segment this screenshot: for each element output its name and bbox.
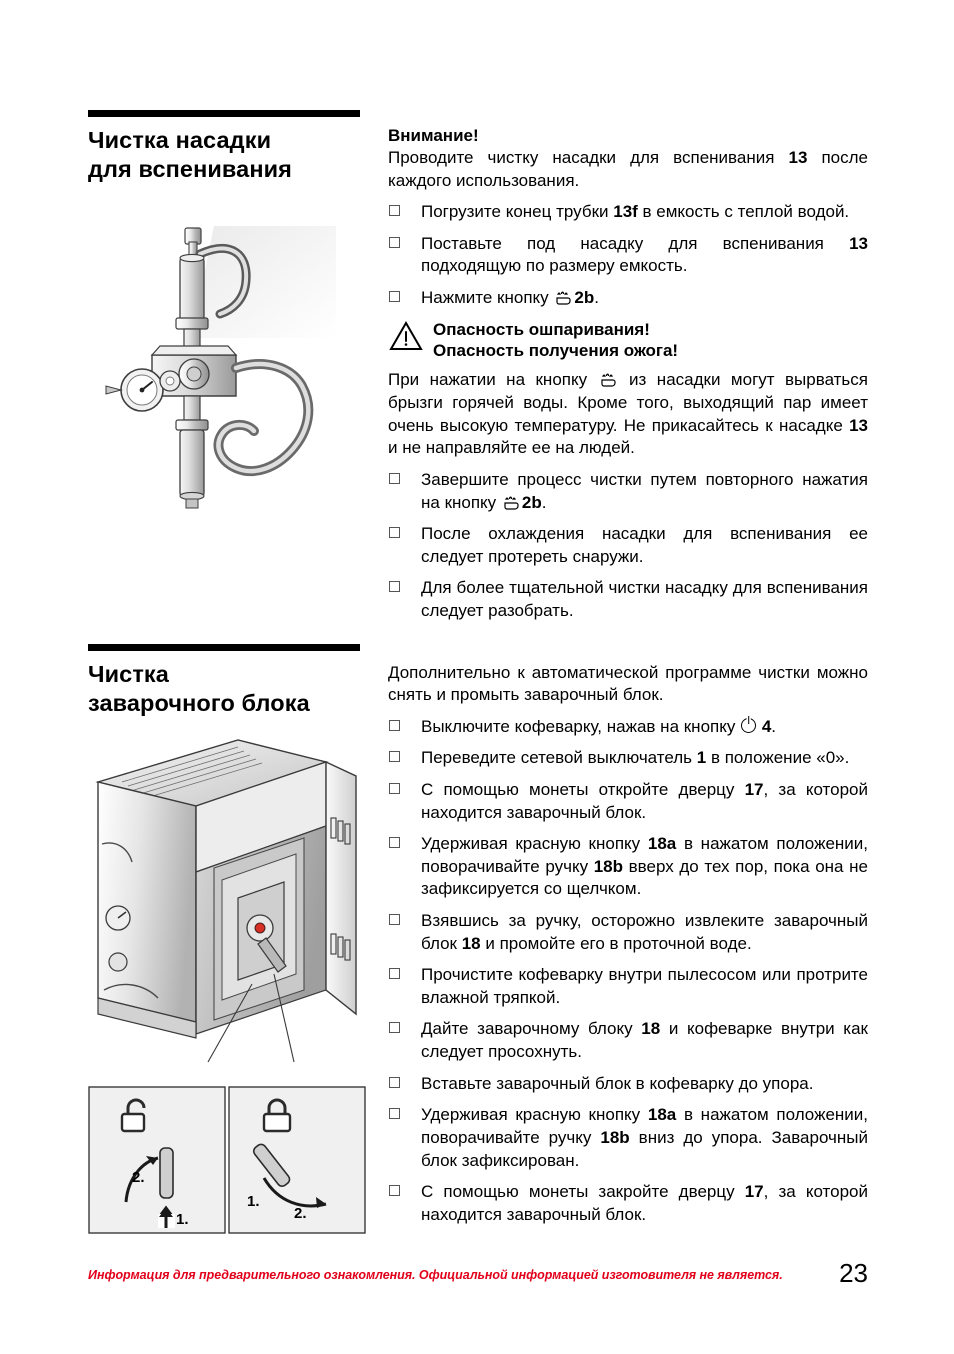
warning-block [388,319,868,362]
section-2-title [88,660,360,717]
list-item: Дайте заварочному блоку 18 и кофеварке внутри как следует просохнуть. [388,1018,868,1063]
section-1-warning-body: При нажатии на кнопку из насадки могут вырваться брызги горячей воды. Кроме того, выходящий пар имеет очень высокую температуру. Не прикасайтесь к насадке 13 и не направляйте ее на людей. [388,370,868,458]
list-item: С помощью монеты откройте дверцу 17, за которой находится заварочный блок. [388,779,868,824]
list-item: С помощью монеты закройте дверцу 17, за которой находится заварочный блок. [388,1181,868,1226]
page-number: 23 [839,1258,868,1288]
list-item: Переведите сетевой выключатель 1 в положение «0». [388,747,868,770]
milk-frother-illustration [96,218,366,528]
checkbox-icon [389,1077,400,1088]
list-item: Погрузите конец трубки 13f в емкость с теплой водой. [388,201,868,224]
list-item: Нажмите кнопку 2b. [388,287,868,310]
section-1-intro: Проводите чистку насадки для вспенивания 13 после каждого использования. [388,148,868,190]
list-item: Прочистите кофеварку внутри пылесосом или протрите влажной тряпкой. [388,964,868,1009]
list-item: Удерживая красную кнопку 18a в нажатом положении, поворачивайте ручку 18b вниз до упора. Заварочный блок зафиксирован. [388,1104,868,1172]
brew-unit-illustration [88,722,366,1082]
checkbox-icon [389,473,400,484]
svg-text:2.: 2. [294,1205,307,1222]
section-1-title [88,126,360,183]
checkbox-icon [389,205,400,216]
checkbox-icon [389,237,400,248]
svg-text:1.: 1. [247,1193,260,1210]
list-item: Завершите процесс чистки путем повторного нажатия на кнопку 2b. [388,469,868,514]
section-2-checklist [388,716,868,1227]
lock-steps-illustration [88,1086,366,1234]
list-item: Для более тщательной чистки насадку для вспенивания следует разобрать. [388,577,868,622]
list-item: Поставьте под насадку для вспенивания 13 подходящую по размеру емкость. [388,233,868,278]
list-item: После охлаждения насадки для вспенивания ее следует протереть снаружи. [388,523,868,568]
section-1-checklist-2 [388,469,868,623]
svg-text:1.: 1. [176,1211,189,1228]
power-button-icon [741,718,756,733]
section-2-intro: Дополнительно к автоматической программе чистки можно снять и промыть заварочный блок. [388,662,868,705]
main-text-column [388,126,868,1235]
warning-line-1: Опасность ошпаривания! [433,319,650,339]
attention-heading: Внимание! [388,126,479,145]
svg-text:2.: 2. [132,1169,145,1186]
checkbox-icon [389,751,400,762]
section-rule [88,644,360,651]
list-item: Удерживая красную кнопку 18a в нажатом положении, поворачивайте ручку 18b вверх до тех пор, пока она не зафиксируется со щелчком. [388,833,868,901]
checkbox-icon [389,527,400,538]
checkbox-icon [389,968,400,979]
section-2-title-line1: Чистка [88,661,169,687]
warning-line-2: Опасность получения ожога! [433,341,679,361]
steam-button-icon [600,372,617,387]
checkbox-icon [389,1022,400,1033]
warning-triangle-icon [389,321,423,351]
checkbox-icon [389,837,400,848]
checkbox-icon [389,720,400,731]
section-2-title-line2: заварочного блока [88,689,310,716]
checkbox-icon [389,581,400,592]
steam-button-icon [503,495,520,510]
section-rule [88,110,360,117]
section-1-checklist-1 [388,201,868,309]
checkbox-icon [389,291,400,302]
checkbox-icon [389,783,400,794]
checkbox-icon [389,1185,400,1196]
list-item: Взявшись за ручку, осторожно извлеките заварочный блок 18 и промойте его в проточной воде. [388,910,868,955]
steam-button-icon [555,290,572,305]
section-1-title-line2: для вспенивания [88,155,292,182]
section-1-header [88,110,360,183]
checkbox-icon [389,1108,400,1119]
list-item: Вставьте заварочный блок в кофеварку до упора. [388,1073,868,1096]
section-2-header [88,644,360,717]
list-item: Выключите кофеварку, нажав на кнопку 4. [388,716,868,739]
footer-disclaimer: Информация для предварительного ознакомления. Официальной информацией изготовителя не является. [88,1268,783,1282]
checkbox-icon [389,914,400,925]
section-1-title-line1: Чистка насадки [88,127,272,153]
